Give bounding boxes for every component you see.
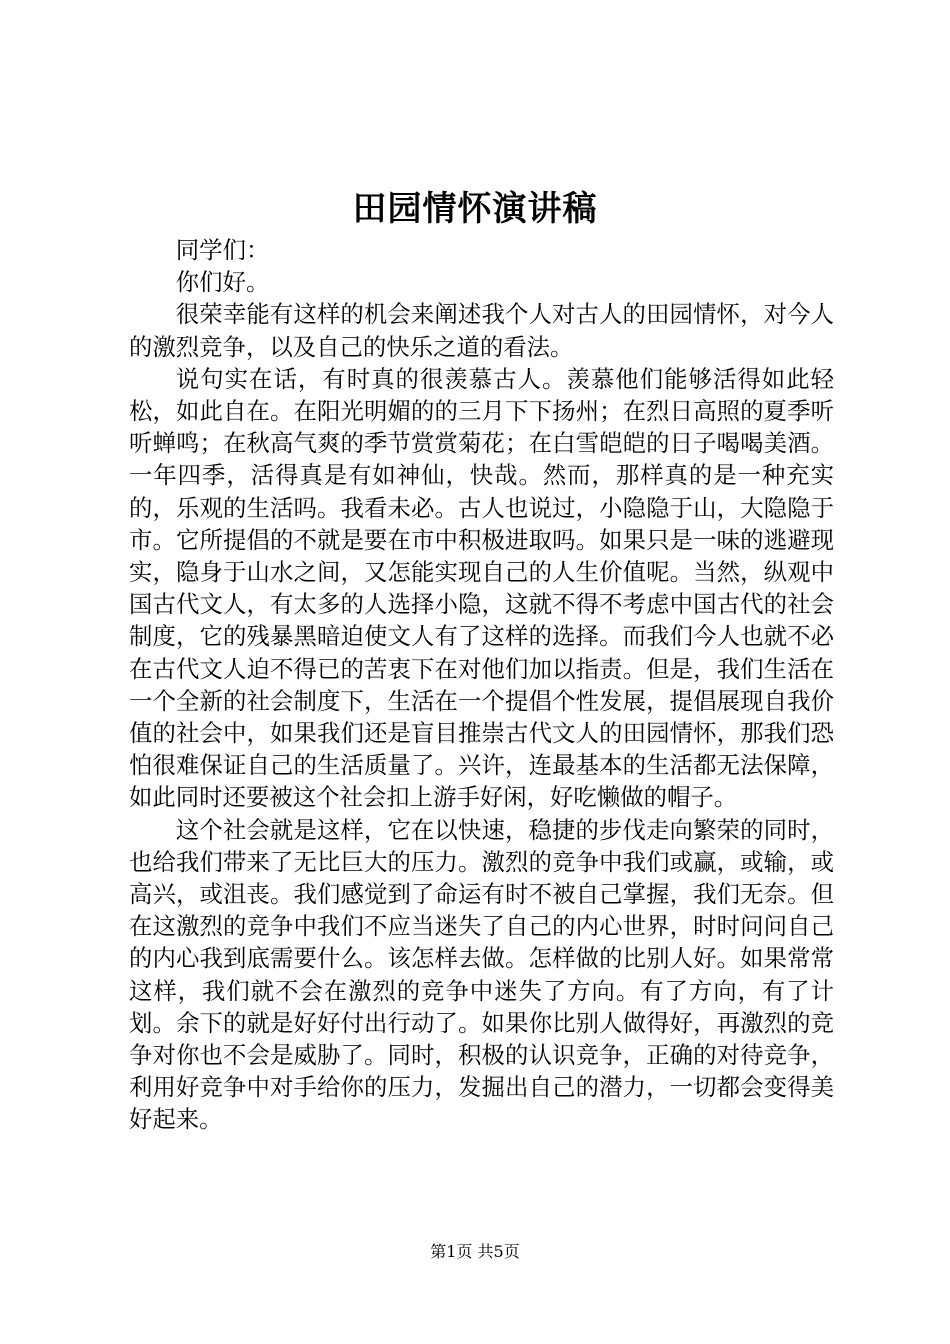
document-body [129,234,834,1136]
paragraph-intro: 很荣幸能有这样的机会来阐述我个人对古人的田园情怀，对今人的激烈竞争，以及自己的快乐之道的看法。 [129,300,834,361]
paragraph-hello: 你们好。 [175,268,270,297]
paragraph-greeting: 同学们： [175,236,270,264]
paragraph-competition: 这个社会就是这样，它在以快速，稳捷的步伐走向繁荣的同时，也给我们带来了无比巨大的压力。激烈的竞争中我们或赢，或输，或高兴，或沮丧。我们感觉到了命运有时不被自己掌握，我们无奈。但在这激烈的竞争中我们不应当迷失了自己的内心世界，时时问问自己的内心我到底需要什么。该怎样去做。怎样做的比别人好。如果常常这样，我们就不会在激烈的竞争中迷失了方向。有了方向，有了计划。余下的就是好好付出行动了。如果你比别人做得好，再激烈的竞争对你也不会是威胁了。同时，积极的认识竞争，正确的对待竞争，利用好竞争中对手给你的压力，发掘出自己的潜力，一切都会变得美好起来。 [129,815,834,1134]
document-title: 田园情怀演讲稿 [352,189,598,229]
paragraph-ancients: 说句实在话，有时真的很羡慕古人。羡慕他们能够活得如此轻松，如此自在。在阳光明媚的的三月下下扬州；在烈日高照的夏季听听蝉鸣；在秋高气爽的季节赏赏菊花；在白雪皑皑的日子喝喝美酒。一年四季，活得真是有如神仙，快哉。然而，那样真的是一种充实的，乐观的生活吗。我看未必。古人也说过，小隐隐于山，大隐隐于市。它所提倡的不就是要在市中积极进取吗。如果只是一味的逃避现实，隐身于山水之间，又怎能实现自己的人生价值呢。当然，纵观中国古代文人，有太多的人选择小隐，这就不得不考虑中国古代的社会制度，它的残暴黑暗迫使文人有了这样的选择。而我们今人也就不必在古代文人迫不得已的苦衷下在对他们加以指责。但是，我们生活在一个全新的社会制度下，生活在一个提倡个性发展，提倡展现自我价值的社会中，如果我们还是盲目推崇古代文人的田园情怀，那我们恐怕很难保证自己的生活质量了。兴许，连最基本的生活都无法保障，如此同时还要被这个社会扣上游手好闲，好吃懒做的帽子。 [129,364,834,812]
page-number-footer: 第1页 共5页 [430,1242,520,1261]
